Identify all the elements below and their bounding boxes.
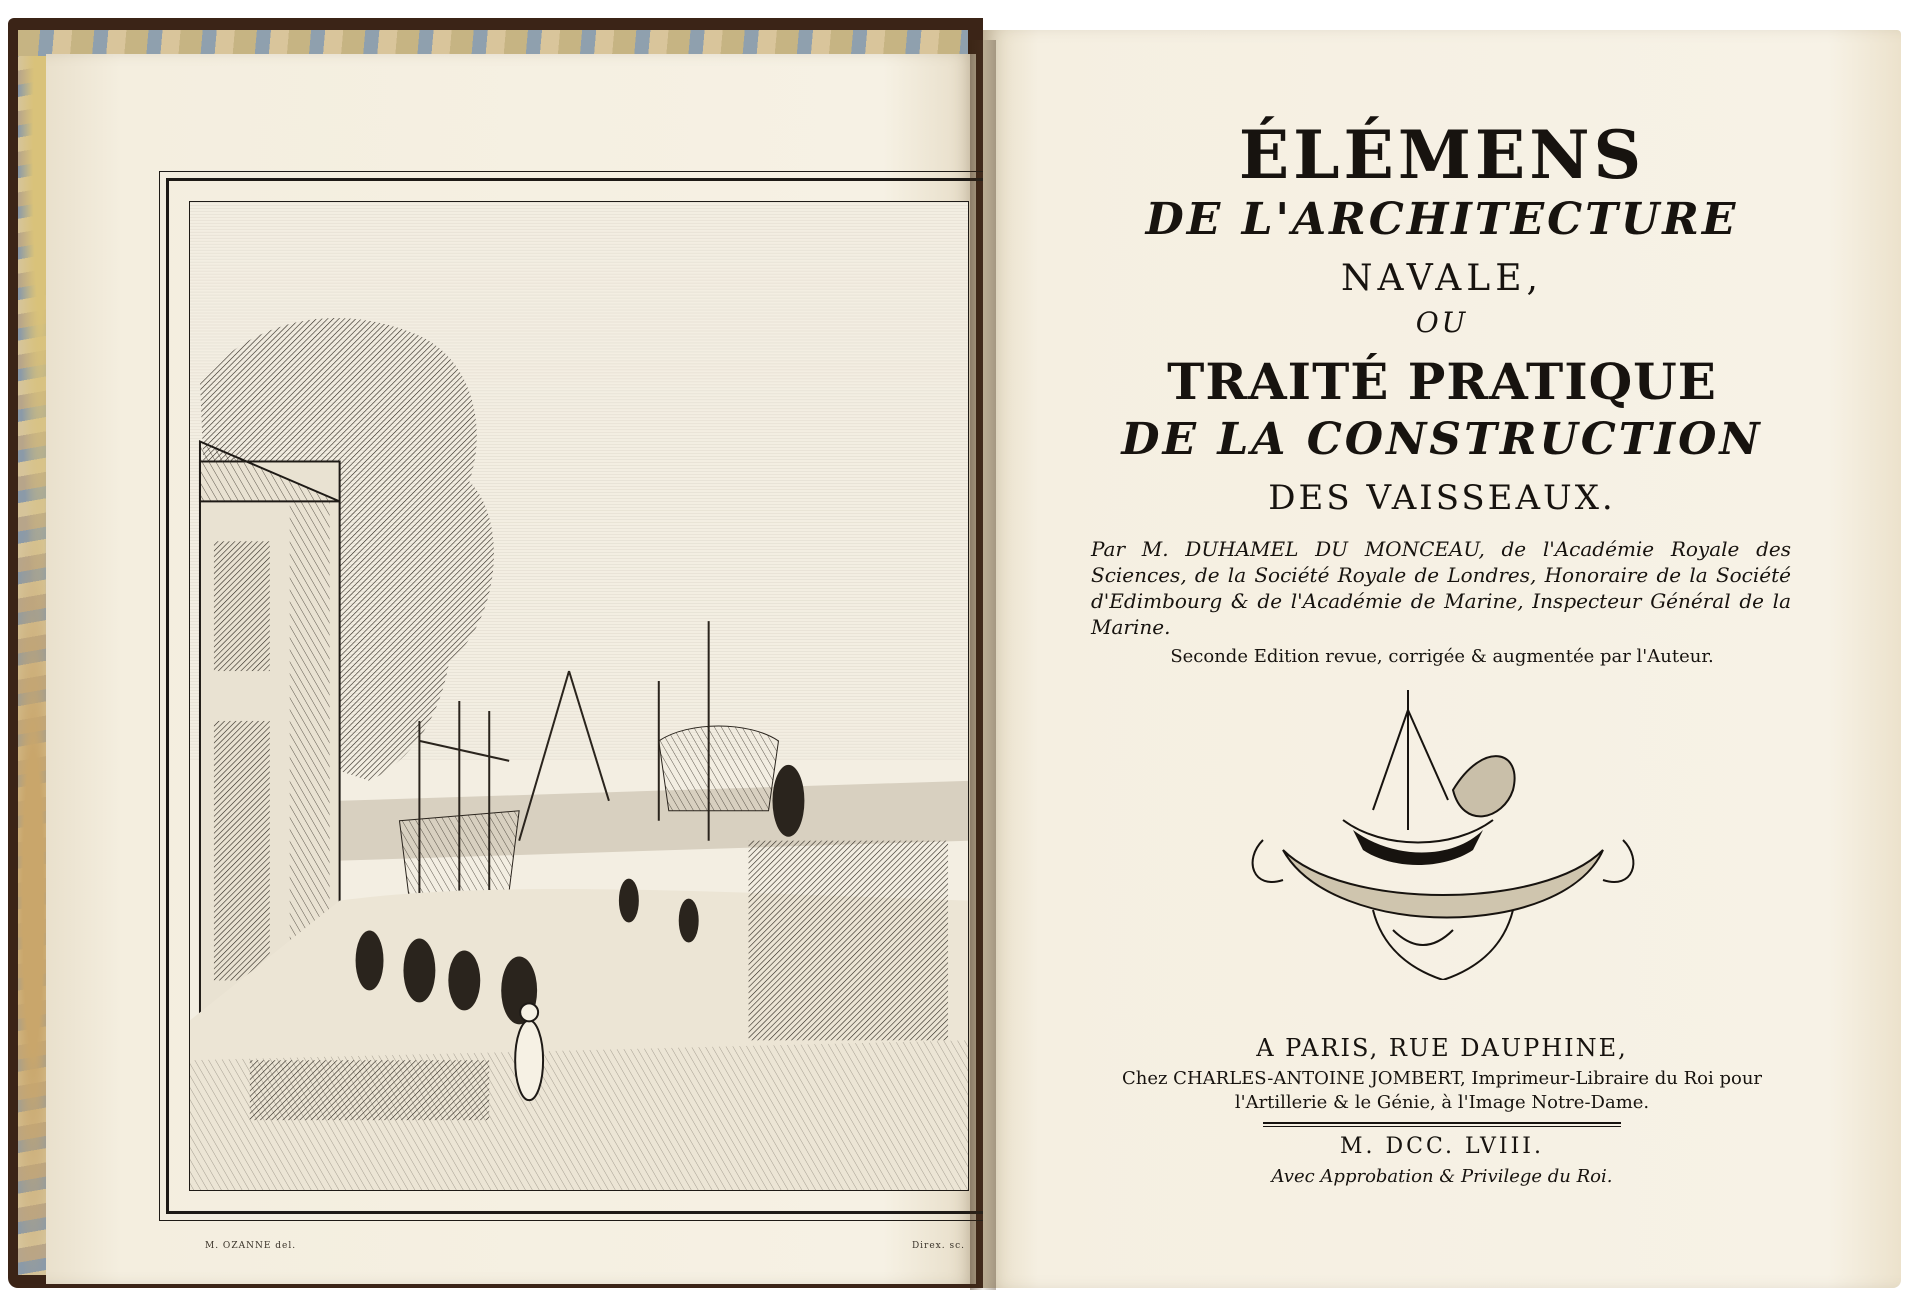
title-line-ou: OU [1415, 306, 1469, 339]
title-line-construction: DE LA CONSTRUCTION [1121, 414, 1763, 465]
title-line-elemens: ÉLÉMENS [1238, 116, 1646, 194]
author-statement: Par M. DUHAMEL DU MONCEAU, de l'Académie Royale des Sciences, de la Société Royale de Londres, Honoraire de la Société d'Edimbourg & de l'Académie de Marine, Inspecteur Général de la Marine. [1091, 537, 1791, 639]
publication-date: M. DCC. LVIII. [1340, 1134, 1544, 1159]
imprint-rule-thin [1263, 1126, 1621, 1127]
engraver-credit-left: M. OZANNE del. [205, 1241, 297, 1251]
imprint-place: A PARIS, RUE DAUPHINE, [1256, 1034, 1628, 1062]
marbled-endpaper-top [18, 30, 968, 56]
title-line-navale: NAVALE, [1341, 258, 1543, 299]
frontispiece-page [46, 54, 976, 1284]
engraving-frame [166, 178, 992, 1251]
imprint-printer: Chez CHARLES-ANTOINE JOMBERT, Imprimeur-Libraire du Roi pour [1121, 1068, 1763, 1089]
title-line-architecture: DE L'ARCHITECTURE [1145, 194, 1739, 245]
title-line-vaisseaux: DES VAISSEAUX. [1268, 478, 1616, 518]
imprint-rule-thick [1263, 1122, 1621, 1124]
edition-statement: Seconde Edition revue, corrigée & augmentée par l'Auteur. [1170, 646, 1714, 667]
shipyard-engraving [189, 201, 969, 1191]
shipyard-scene-image [190, 202, 968, 1190]
open-book [8, 18, 1908, 1288]
book-gutter [970, 40, 996, 1290]
title-line-traite: TRAITÉ PRATIQUE [1167, 352, 1717, 411]
privilege-statement: Avec Approbation & Privilege du Roi. [1271, 1166, 1613, 1187]
engraver-credit-right: Direx. sc. [911, 1241, 965, 1251]
imprint-printer-continued: l'Artillerie & le Génie, à l'Image Notre-Dame. [1234, 1092, 1650, 1113]
title-page [983, 30, 1901, 1288]
ship-swan-vignette [1223, 680, 1663, 980]
